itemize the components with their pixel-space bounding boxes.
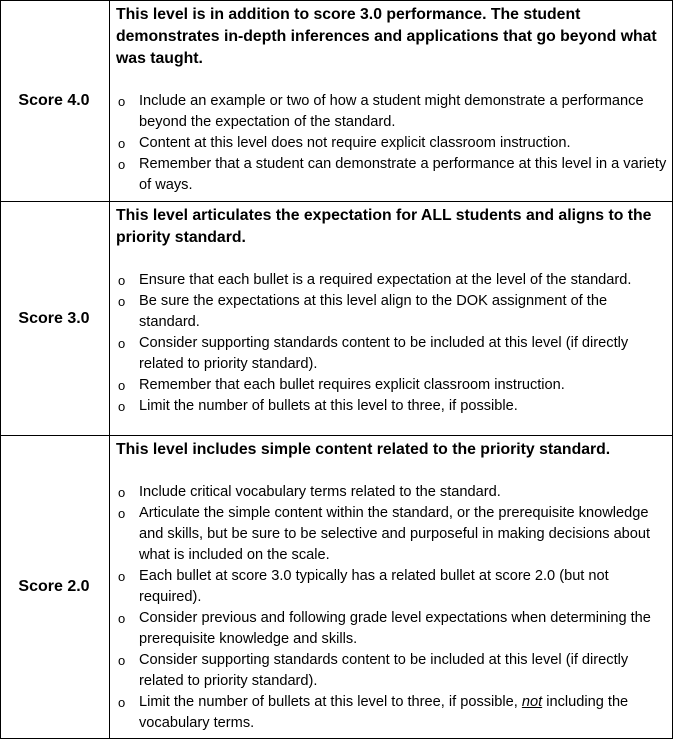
score-label: Score 4.0: [18, 92, 90, 109]
circle-bullet-icon: o: [118, 695, 126, 710]
list-item: o Articulate the simple content within the standard, or the prerequisite knowledge and skills, but be sure to be selective and purposeful in making decisions about what is included on the scale.: [118, 505, 651, 563]
circle-bullet-icon: o: [118, 157, 126, 172]
list-item: o Remember that a student can demonstrate a performance at this level in a variety of ways.: [118, 156, 667, 193]
description-cell: [110, 202, 673, 436]
score-cell: [1, 1, 110, 202]
bullet-list: [116, 270, 668, 417]
circle-bullet-icon: o: [118, 294, 126, 309]
level-heading: This level is in addition to score 3.0 performance. The student demonstrates in-depth inferences and applications that go beyond what was taught.: [116, 6, 657, 67]
score-row-3: [1, 202, 673, 436]
score-row-2: [1, 436, 673, 739]
circle-bullet-icon: o: [118, 611, 126, 626]
circle-bullet-icon: o: [118, 506, 126, 521]
bullet-list: [116, 91, 668, 196]
circle-bullet-icon: o: [118, 653, 126, 668]
level-heading: This level articulates the expectation for ALL students and aligns to the priority standard.: [116, 207, 652, 246]
list-item: o Limit the number of bullets at this level to three, if possible, not including the vocabulary terms.: [118, 694, 629, 731]
score-label: Score 3.0: [18, 309, 90, 327]
circle-bullet-icon: o: [118, 378, 126, 393]
emphasis-not: not: [521, 694, 543, 710]
list-item: o Remember that each bullet requires explicit classroom instruction.: [116, 375, 668, 396]
circle-bullet-icon: o: [118, 399, 126, 414]
circle-bullet-icon: o: [118, 273, 126, 288]
list-item: o Be sure the expectations at this level align to the DOK assignment of the standard.: [118, 293, 608, 330]
list-item: o Include critical vocabulary terms related to the standard.: [116, 482, 668, 503]
score-cell: [1, 202, 110, 436]
list-item: o Consider supporting standards content to be included at this level (if directly related to priority standard).: [118, 335, 629, 372]
description-cell: [110, 1, 673, 202]
circle-bullet-icon: o: [118, 336, 126, 351]
circle-bullet-icon: o: [118, 94, 126, 109]
description-cell: [110, 436, 673, 739]
list-item: o Consider previous and following grade level expectations when determining the prerequisite knowledge and skills.: [118, 610, 651, 647]
list-item: o Content at this level does not require explicit classroom instruction.: [116, 133, 668, 154]
list-item: o Include an example or two of how a student might demonstrate a performance beyond the expectation of the standard.: [118, 93, 644, 130]
list-item: o Each bullet at score 3.0 typically has a related bullet at score 2.0 (but not required).: [118, 568, 609, 605]
list-item: o Limit the number of bullets at this level to three, if possible.: [116, 396, 668, 417]
score-row-4: [1, 1, 673, 202]
circle-bullet-icon: o: [118, 485, 126, 500]
bullet-list: [116, 482, 668, 734]
circle-bullet-icon: o: [118, 569, 126, 584]
list-item: o Consider supporting standards content to be included at this level (if directly related to priority standard).: [118, 652, 629, 689]
score-label: Score 2.0: [18, 578, 90, 595]
list-item: o Ensure that each bullet is a required expectation at the level of the standard.: [116, 270, 668, 291]
score-cell: [1, 436, 110, 739]
level-heading: This level includes simple content related to the priority standard.: [116, 441, 611, 458]
circle-bullet-icon: o: [118, 136, 126, 151]
